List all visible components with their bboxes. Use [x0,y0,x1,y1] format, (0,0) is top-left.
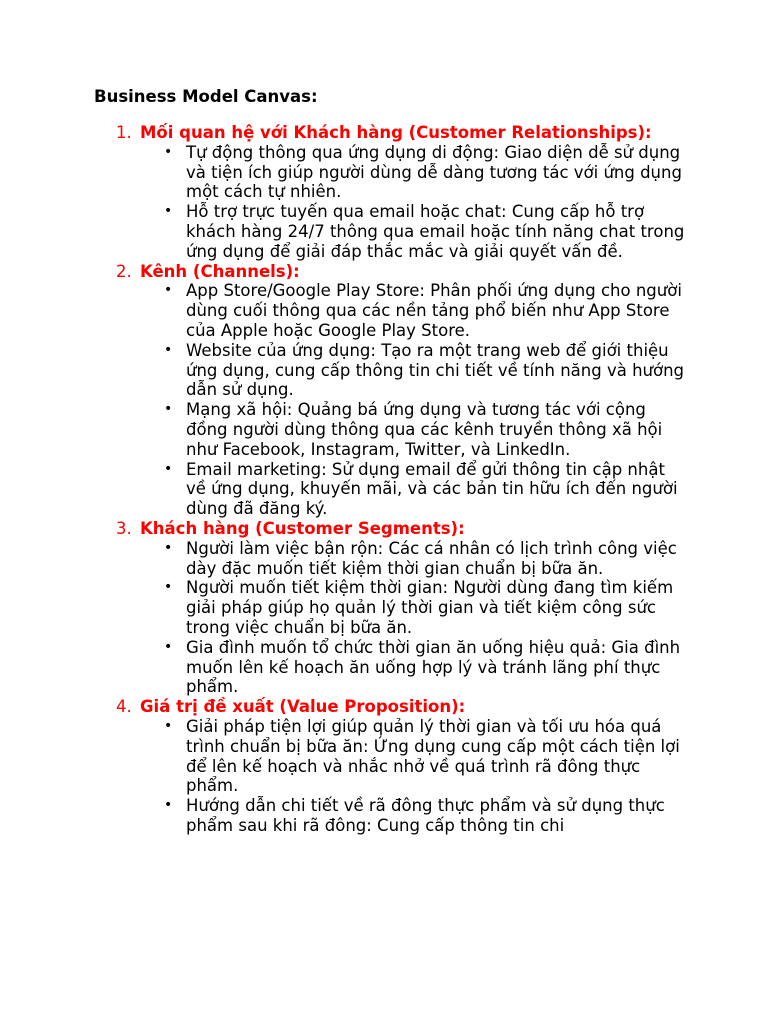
bullet-list [164,281,686,519]
list-item [164,717,686,796]
list-item-text: Email marketing: Sử dụng email để gửi thông tin cập nhật về ứng dụng, khuyến mãi, và các bản tin hữu ích đến người dùng đã đăng ký. [186,459,678,519]
section-customer-segments [116,519,686,697]
list-item-text: Người muốn tiết kiệm thời gian: Người dùng đang tìm kiếm giải pháp giúp họ quản lý thời gian và tiết kiệm công sức trong việc chuẩn bị bữa ăn. [186,578,674,637]
section-heading: Giá trị đề xuất (Value Proposition): [140,697,466,717]
list-item-text: App Store/Google Play Store: Phân phối ứng dụng cho người dùng cuối thông qua các nền tảng phổ biến như App Store của Apple hoặc Google Play Store. [186,281,682,340]
list-item [164,539,686,579]
list-item [164,341,686,400]
bullet-icon: • [164,341,173,358]
list-item [164,202,686,261]
list-item-text: Gia đình muốn tổ chức thời gian ăn uống hiệu quả: Gia đình muốn lên kế hoạch ăn uống hợp lý và tránh lãng phí thực phẩm. [186,637,681,697]
list-item [164,400,686,459]
list-item [164,578,686,637]
bullet-icon: • [164,143,173,160]
list-item-text: Mạng xã hội: Quảng bá ứng dụng và tương tác với cộng đồng người dùng thông qua các kênh truyền thông xã hội như Facebook, Instagram, Twitter, và LinkedIn. [186,400,663,459]
bullet-icon: • [164,460,173,477]
section-list [116,123,686,836]
list-item-text: Hướng dẫn chi tiết về rã đông thực phẩm và sử dụng thực phẩm sau khi rã đông: Cung cấp thông tin chi [186,796,665,835]
bullet-list [164,539,686,697]
section-customer-relationships [116,123,686,262]
bullet-icon: • [164,717,173,734]
bullet-icon: • [164,579,173,596]
section-heading: Kênh (Channels): [140,261,300,281]
section-heading: Khách hàng (Customer Segments): [140,518,465,538]
section-number: 3. [116,518,132,538]
bullet-icon: • [164,203,173,220]
list-item-text: Website của ứng dụng: Tạo ra một trang web để giới thiệu ứng dụng, cung cấp thông tin chi tiết về tính năng và hướng dẫn sử dụng. [186,340,685,400]
section-number: 2. [116,261,132,281]
list-item [164,796,686,836]
section-value-proposition [116,697,686,836]
list-item [164,460,686,519]
list-item [164,143,686,202]
section-heading: Mối quan hệ với Khách hàng (Customer Relationships): [140,123,652,142]
bullet-list [164,717,686,836]
list-item [164,281,686,340]
list-item-text: Hỗ trợ trực tuyến qua email hoặc chat: Cung cấp hỗ trợ khách hàng 24/7 thông qua email hoặc tính năng chat trong ứng dụng để giải đáp thắc mắc và giải quyết vấn đề. [186,202,685,261]
document-title: Business Model Canvas: [94,87,318,106]
bullet-list [164,143,686,262]
list-item [164,638,686,697]
bullet-icon: • [164,401,173,418]
section-number: 4. [116,697,132,717]
bullet-icon: • [164,797,173,814]
bullet-icon: • [164,539,173,556]
bullet-icon: • [164,282,173,299]
section-channels [116,262,686,519]
bullet-icon: • [164,638,173,655]
list-item-text: Giải pháp tiện lợi giúp quản lý thời gian và tối ưu hóa quá trình chuẩn bị bữa ăn: Ứng dụng cung cấp một cách tiện lợi để lên kế hoạch và nhắc nhở về quá trình rã đông thực phẩm. [186,716,680,796]
list-item-text: Tự động thông qua ứng dụng di động: Giao diện dễ sử dụng và tiện ích giúp người dùng dễ dàng tương tác với ứng dụng một cách tự nhiên. [186,142,682,202]
list-item-text: Người làm việc bận rộn: Các cá nhân có lịch trình công việc dày đặc muốn tiết kiệm thời gian chuẩn bị bữa ăn. [186,538,677,578]
section-number: 1. [116,123,132,142]
